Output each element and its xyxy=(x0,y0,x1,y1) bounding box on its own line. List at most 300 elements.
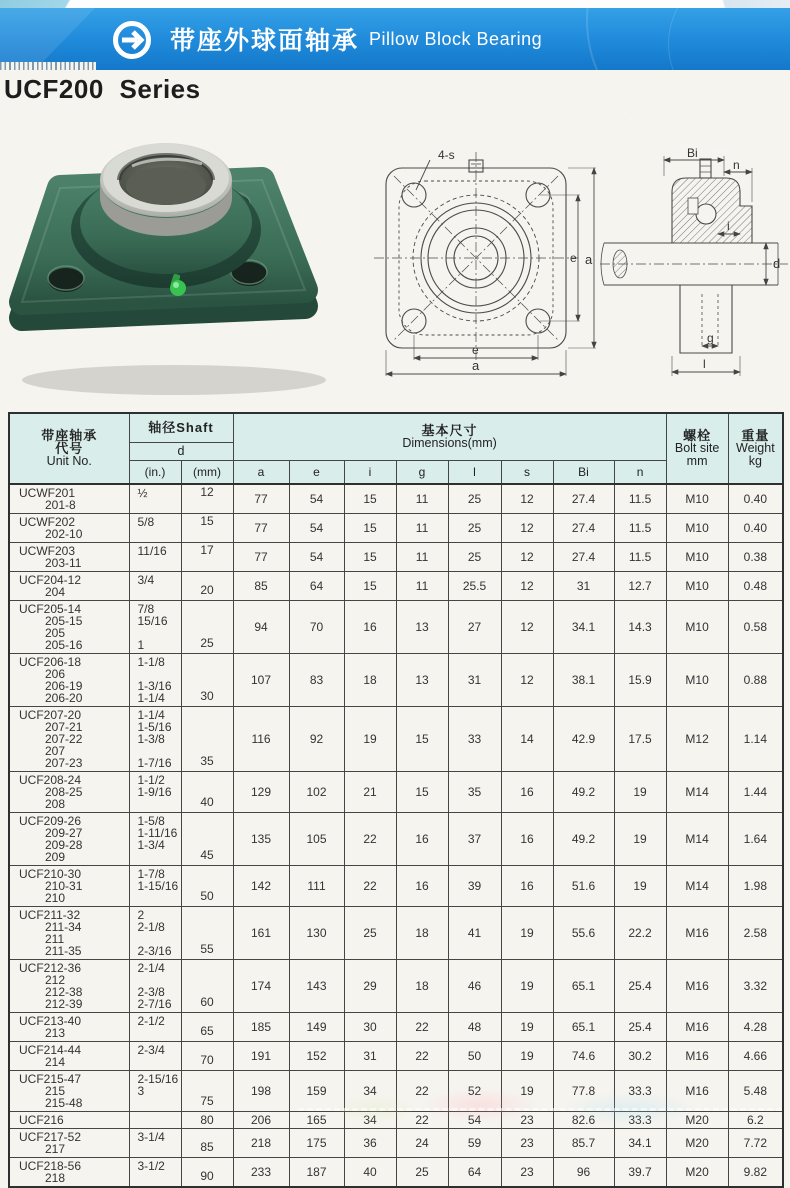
unit-no-cell xyxy=(9,601,129,654)
dimension-cell: 142 xyxy=(233,866,289,907)
weight-cell: 4.28 xyxy=(728,1013,783,1042)
table-row xyxy=(9,654,783,707)
unit-no-line: 207-22 xyxy=(45,732,83,746)
unit-no-line: 214 xyxy=(45,1055,66,1069)
shaft-in-line: 1-1/8 xyxy=(137,655,165,669)
unit-no-cell xyxy=(9,772,129,813)
unit-no-line: UCF215-47 xyxy=(19,1072,82,1086)
spec-table xyxy=(8,412,784,1188)
dimension-cell: 42.9 xyxy=(553,707,614,772)
dimension-cell: 51.6 xyxy=(553,866,614,907)
unit-no-line: 207 xyxy=(45,744,66,758)
weight-cell: 0.58 xyxy=(728,601,783,654)
shaft-in-cell xyxy=(129,707,181,772)
unit-no-line: 212-38 xyxy=(45,985,83,999)
unit-no-line: 204 xyxy=(45,585,66,599)
table-row xyxy=(9,1158,783,1188)
dimension-cell: 25 xyxy=(344,907,396,960)
weight-cell: 4.66 xyxy=(728,1042,783,1071)
header-shaft-in: (in.) xyxy=(129,461,181,485)
dimension-cell: 16 xyxy=(501,866,553,907)
front-dim-a-bottom-label: a xyxy=(472,358,480,373)
bolt-cell: M10 xyxy=(666,654,728,707)
dimension-cell: 23 xyxy=(501,1158,553,1188)
dimension-cell: 27.4 xyxy=(553,484,614,514)
shaft-mm-cell: 55 xyxy=(181,907,233,960)
dimension-cell: 34.1 xyxy=(614,1129,666,1158)
dimension-cell: 83 xyxy=(289,654,344,707)
table-row xyxy=(9,907,783,960)
bolt-cell: M10 xyxy=(666,484,728,514)
bolt-cell: M14 xyxy=(666,866,728,907)
shaft-in-line: 1-3/16 xyxy=(137,679,172,693)
dimension-cell: 25 xyxy=(448,514,501,543)
unit-no-line: 217 xyxy=(45,1142,66,1156)
unit-no-cell xyxy=(9,654,129,707)
unit-no-line: UCF204-12 xyxy=(19,573,82,587)
dimension-cell: 36 xyxy=(344,1129,396,1158)
shaft-in-cell xyxy=(129,543,181,572)
dimension-cell: 165 xyxy=(289,1112,344,1129)
dimension-cell: 49.2 xyxy=(553,772,614,813)
header-shaft-d: d xyxy=(129,443,233,461)
bolt-cell: M12 xyxy=(666,707,728,772)
section-dim-n-label: n xyxy=(733,158,740,172)
unit-no-line: 210 xyxy=(45,891,66,905)
dimension-cell: 34 xyxy=(344,1071,396,1112)
table-row xyxy=(9,572,783,601)
dimension-cell: 116 xyxy=(233,707,289,772)
unit-no-line: UCF206-18 xyxy=(19,655,82,669)
dimension-cell: 19 xyxy=(501,1071,553,1112)
shaft-mm-cell: 40 xyxy=(181,772,233,813)
dimension-cell: 19 xyxy=(501,907,553,960)
dimension-cell: 77 xyxy=(233,484,289,514)
header-weight: 重量 Weight kg xyxy=(728,413,783,484)
weight-cell: 0.88 xyxy=(728,654,783,707)
header-dim-n: n xyxy=(614,461,666,485)
unit-no-cell xyxy=(9,1013,129,1042)
shaft-in-line: 7/8 xyxy=(137,602,155,616)
dimension-cell: 31 xyxy=(553,572,614,601)
shaft-in-line: 2-3/4 xyxy=(137,1043,165,1057)
header-shaft: 轴径Shaft xyxy=(129,413,233,443)
unit-no-line: 202-10 xyxy=(45,527,83,541)
front-bolt-label: 4-s xyxy=(438,148,455,162)
unit-no-cell xyxy=(9,1129,129,1158)
bolt-cell: M10 xyxy=(666,572,728,601)
unit-no-line: 203-11 xyxy=(45,556,82,570)
unit-no-line: 211 xyxy=(45,932,65,946)
table-row xyxy=(9,1129,783,1158)
shaft-in-line: 15/16 xyxy=(137,614,168,628)
unit-no-line: UCF207-20 xyxy=(19,708,82,722)
section-dim-i-label: i xyxy=(727,219,730,233)
table-row xyxy=(9,601,783,654)
weight-cell: 0.48 xyxy=(728,572,783,601)
banner-wedge-decoration xyxy=(0,8,120,70)
header-unit-no xyxy=(9,413,129,484)
dimension-cell: 111 xyxy=(289,866,344,907)
bolt-cell: M16 xyxy=(666,1013,728,1042)
shaft-in-line: 1-5/8 xyxy=(137,814,165,828)
unit-no-line: UCF213-40 xyxy=(19,1014,82,1028)
dimension-cell: 33.3 xyxy=(614,1112,666,1129)
shaft-mm-cell: 25 xyxy=(181,601,233,654)
header-dim-i: i xyxy=(344,461,396,485)
shaft-in-line: 1 xyxy=(137,638,145,652)
shaft-in-cell xyxy=(129,1042,181,1071)
unit-no-line: 212-39 xyxy=(45,997,83,1011)
dimension-cell: 14.3 xyxy=(614,601,666,654)
shaft-in-line: 1-5/16 xyxy=(137,720,172,734)
front-dim-e-bottom-label: e xyxy=(472,343,479,357)
shaft-mm-cell: 65 xyxy=(181,1013,233,1042)
shaft-mm-cell: 50 xyxy=(181,866,233,907)
shaft-in-line: 1-15/16 xyxy=(137,879,179,893)
dimension-cell: 12.7 xyxy=(614,572,666,601)
unit-no-line: UCWF202 xyxy=(19,515,76,529)
dimension-cell: 27 xyxy=(448,601,501,654)
unit-no-line: 213 xyxy=(45,1026,66,1040)
unit-no-line: UCF212-36 xyxy=(19,961,82,975)
dimension-cell: 11 xyxy=(396,484,448,514)
shaft-mm-cell: 60 xyxy=(181,960,233,1013)
shaft-in-cell xyxy=(129,1013,181,1042)
bolt-cell: M20 xyxy=(666,1129,728,1158)
dimension-cell: 105 xyxy=(289,813,344,866)
dimension-cell: 46 xyxy=(448,960,501,1013)
dimension-cell: 12 xyxy=(501,572,553,601)
dimension-cell: 11.5 xyxy=(614,514,666,543)
dimension-cell: 149 xyxy=(289,1013,344,1042)
dimension-cell: 13 xyxy=(396,601,448,654)
dimension-cell: 94 xyxy=(233,601,289,654)
dimension-cell: 16 xyxy=(396,866,448,907)
header-unit-no-en: Unit No. xyxy=(46,454,92,468)
shaft-in-cell xyxy=(129,601,181,654)
dimension-cell: 161 xyxy=(233,907,289,960)
unit-no-line: UCF214-44 xyxy=(19,1043,82,1057)
unit-no-cell xyxy=(9,572,129,601)
weight-cell: 1.98 xyxy=(728,866,783,907)
section-dim-g-label: g xyxy=(707,331,714,345)
dimension-cell: 15 xyxy=(344,514,396,543)
dimension-cell: 25 xyxy=(396,1158,448,1188)
table-row xyxy=(9,1042,783,1071)
dimension-cell: 22 xyxy=(396,1071,448,1112)
dimension-cell: 175 xyxy=(289,1129,344,1158)
dimension-cell: 52 xyxy=(448,1071,501,1112)
table-row xyxy=(9,772,783,813)
dimension-cell: 17.5 xyxy=(614,707,666,772)
table-row xyxy=(9,707,783,772)
dimension-cell: 143 xyxy=(289,960,344,1013)
unit-no-line: UCWF201 xyxy=(19,486,76,500)
dimension-cell: 12 xyxy=(501,543,553,572)
weight-cell: 0.40 xyxy=(728,514,783,543)
unit-no-line: 210-31 xyxy=(45,879,83,893)
dimension-cell: 25.4 xyxy=(614,1013,666,1042)
dimension-cell: 25 xyxy=(448,543,501,572)
shaft-in-line: 3/4 xyxy=(137,573,155,587)
weight-cell: 2.58 xyxy=(728,907,783,960)
weight-cell: 3.32 xyxy=(728,960,783,1013)
header-dim-s: s xyxy=(501,461,553,485)
dimension-cell: 40 xyxy=(344,1158,396,1188)
dimension-cell: 198 xyxy=(233,1071,289,1112)
unit-no-line: 211-34 xyxy=(45,920,82,934)
unit-no-cell xyxy=(9,1112,129,1129)
shaft-mm-cell: 80 xyxy=(181,1112,233,1129)
header-dim-l: l xyxy=(448,461,501,485)
dimension-cell: 107 xyxy=(233,654,289,707)
dimension-cell: 16 xyxy=(396,813,448,866)
header-bolt: 螺栓 Bolt site mm xyxy=(666,413,728,484)
dimension-cell: 185 xyxy=(233,1013,289,1042)
unit-no-cell xyxy=(9,1158,129,1188)
shaft-in-line: 1-7/16 xyxy=(137,756,172,770)
dimension-cell: 18 xyxy=(396,907,448,960)
header-dimensions: 基本尺寸 Dimensions(mm) xyxy=(233,413,666,461)
front-view-drawing xyxy=(372,146,604,386)
dimension-cell: 11 xyxy=(396,514,448,543)
dimension-cell: 15 xyxy=(344,572,396,601)
table-row xyxy=(9,866,783,907)
dimension-cell: 19 xyxy=(614,866,666,907)
dimension-cell: 16 xyxy=(344,601,396,654)
shaft-in-line: 1-7/8 xyxy=(137,867,165,881)
section-view-drawing xyxy=(600,146,788,386)
shaft-in-cell xyxy=(129,813,181,866)
unit-no-line: 206-20 xyxy=(45,691,83,705)
unit-no-line: 215 xyxy=(45,1084,66,1098)
header-dim-bi: Bi xyxy=(553,461,614,485)
dimension-cell: 24 xyxy=(396,1129,448,1158)
dimension-cell: 70 xyxy=(289,601,344,654)
dimension-cell: 233 xyxy=(233,1158,289,1188)
shaft-in-cell xyxy=(129,484,181,514)
shaft-in-line: 2-1/2 xyxy=(137,1014,165,1028)
shaft-mm-cell: 70 xyxy=(181,1042,233,1071)
bolt-cell: M16 xyxy=(666,907,728,960)
unit-no-line: 209-28 xyxy=(45,838,83,852)
section-dim-bi-label: Bi xyxy=(687,146,698,160)
shaft-in-line: 3-1/2 xyxy=(137,1159,165,1173)
dimension-cell: 12 xyxy=(501,601,553,654)
dimension-cell: 22 xyxy=(396,1112,448,1129)
table-row xyxy=(9,484,783,514)
header-dim-a: a xyxy=(233,461,289,485)
unit-no-line: 207-21 xyxy=(45,720,83,734)
shaft-mm-cell: 15 xyxy=(181,514,233,543)
weight-cell: 1.14 xyxy=(728,707,783,772)
shaft-mm-cell: 35 xyxy=(181,707,233,772)
table-row xyxy=(9,1013,783,1042)
section-dim-l-label: l xyxy=(703,357,706,371)
table-row xyxy=(9,543,783,572)
weight-cell: 7.72 xyxy=(728,1129,783,1158)
shaft-mm-cell: 90 xyxy=(181,1158,233,1188)
front-dim-a-label: a xyxy=(585,252,593,267)
dimension-cell: 50 xyxy=(448,1042,501,1071)
shaft-in-cell xyxy=(129,1071,181,1112)
dimension-cell: 159 xyxy=(289,1071,344,1112)
unit-no-line: UCF211-32 xyxy=(19,908,81,922)
arrow-circle-icon xyxy=(112,20,152,60)
shaft-in-line: 2-3/16 xyxy=(137,944,172,958)
table-row xyxy=(9,514,783,543)
weight-cell: 0.40 xyxy=(728,484,783,514)
weight-cell: 1.64 xyxy=(728,813,783,866)
unit-no-line: UCF217-52 xyxy=(19,1130,82,1144)
dimension-cell: 41 xyxy=(448,907,501,960)
unit-no-line: 207-23 xyxy=(45,756,83,770)
shaft-in-line: 1-3/4 xyxy=(137,838,165,852)
dimension-cell: 19 xyxy=(501,1013,553,1042)
dimension-cell: 19 xyxy=(614,772,666,813)
bolt-cell: M16 xyxy=(666,960,728,1013)
shaft-in-cell xyxy=(129,1129,181,1158)
dimension-cell: 77.8 xyxy=(553,1071,614,1112)
dimension-cell: 102 xyxy=(289,772,344,813)
banner-title-en: Pillow Block Bearing xyxy=(369,28,543,49)
unit-no-line: 215-48 xyxy=(45,1096,83,1110)
dimension-cell: 30 xyxy=(344,1013,396,1042)
dimension-cell: 23 xyxy=(501,1112,553,1129)
dimension-cell: 65.1 xyxy=(553,960,614,1013)
unit-no-line: 212 xyxy=(45,973,66,987)
dimension-cell: 12 xyxy=(501,654,553,707)
unit-no-cell xyxy=(9,514,129,543)
dimension-cell: 129 xyxy=(233,772,289,813)
dimension-cell: 21 xyxy=(344,772,396,813)
dimension-cell: 152 xyxy=(289,1042,344,1071)
unit-no-line: UCF205-14 xyxy=(19,602,82,616)
unit-no-line: 201-8 xyxy=(45,498,76,512)
unit-no-line: UCF208-24 xyxy=(19,773,82,787)
table-row xyxy=(9,1112,783,1129)
dimension-cell: 135 xyxy=(233,813,289,866)
shaft-in-cell xyxy=(129,907,181,960)
bolt-cell: M20 xyxy=(666,1112,728,1129)
dimension-cell: 27.4 xyxy=(553,514,614,543)
unit-no-line: 206-19 xyxy=(45,679,83,693)
weight-cell: 9.82 xyxy=(728,1158,783,1188)
shaft-in-line: 2-15/16 xyxy=(137,1072,179,1086)
shaft-mm-cell: 20 xyxy=(181,572,233,601)
dimension-cell: 34.1 xyxy=(553,601,614,654)
dimension-cell: 22 xyxy=(344,866,396,907)
shaft-in-line: 3-1/4 xyxy=(137,1130,165,1144)
dimension-cell: 92 xyxy=(289,707,344,772)
dimension-cell: 59 xyxy=(448,1129,501,1158)
dimension-cell: 22.2 xyxy=(614,907,666,960)
shaft-in-line: 1-1/2 xyxy=(137,773,165,787)
shaft-in-line: ½ xyxy=(137,486,148,500)
dimension-cell: 31 xyxy=(448,654,501,707)
header-unit-no-zh: 带座轴承 xyxy=(41,428,98,443)
dimension-cell: 85 xyxy=(233,572,289,601)
shaft-in-cell xyxy=(129,572,181,601)
shaft-mm-cell: 85 xyxy=(181,1129,233,1158)
dimension-cell: 15 xyxy=(396,772,448,813)
dimension-cell: 16 xyxy=(501,813,553,866)
dimension-cell: 38.1 xyxy=(553,654,614,707)
dimension-cell: 39.7 xyxy=(614,1158,666,1188)
front-dim-e-label: e xyxy=(570,251,577,265)
bolt-cell: M16 xyxy=(666,1071,728,1112)
weight-cell: 1.44 xyxy=(728,772,783,813)
bolt-cell: M10 xyxy=(666,514,728,543)
dimension-cell: 14 xyxy=(501,707,553,772)
dimension-cell: 74.6 xyxy=(553,1042,614,1071)
dimension-cell: 22 xyxy=(344,813,396,866)
dimension-cell: 37 xyxy=(448,813,501,866)
dimension-cell: 11.5 xyxy=(614,543,666,572)
dimension-cell: 96 xyxy=(553,1158,614,1188)
bolt-cell: M16 xyxy=(666,1042,728,1071)
weight-cell: 6.2 xyxy=(728,1112,783,1129)
dimension-cell: 13 xyxy=(396,654,448,707)
shaft-in-cell xyxy=(129,1112,181,1129)
dimension-cell: 77 xyxy=(233,543,289,572)
dimension-cell: 54 xyxy=(289,484,344,514)
dimension-cell: 54 xyxy=(289,543,344,572)
dimension-cell: 22 xyxy=(396,1042,448,1071)
unit-no-line: 205-15 xyxy=(45,614,83,628)
dimension-cell: 11.5 xyxy=(614,484,666,514)
unit-no-line: UCWF203 xyxy=(19,544,76,558)
unit-no-line: UCF216 xyxy=(19,1113,64,1127)
shaft-in-line: 1-9/16 xyxy=(137,785,172,799)
unit-no-cell xyxy=(9,484,129,514)
shaft-mm-cell: 12 xyxy=(181,484,233,514)
unit-no-cell xyxy=(9,813,129,866)
dimension-cell: 15 xyxy=(396,707,448,772)
shaft-in-line: 2-3/8 xyxy=(137,985,165,999)
dimension-cell: 19 xyxy=(501,960,553,1013)
table-row xyxy=(9,813,783,866)
dimension-cell: 55.6 xyxy=(553,907,614,960)
dimension-cell: 11 xyxy=(396,543,448,572)
dimension-cell: 18 xyxy=(396,960,448,1013)
unit-no-line: 205 xyxy=(45,626,66,640)
bolt-cell: M10 xyxy=(666,601,728,654)
shaft-in-line: 1-1/4 xyxy=(137,691,165,705)
unit-no-cell xyxy=(9,866,129,907)
shaft-in-line: 2-1/8 xyxy=(137,920,165,934)
dimension-cell: 33 xyxy=(448,707,501,772)
unit-no-cell xyxy=(9,1071,129,1112)
dimension-cell: 11 xyxy=(396,572,448,601)
unit-no-cell xyxy=(9,1042,129,1071)
dimension-cell: 48 xyxy=(448,1013,501,1042)
shaft-in-line: 1-3/8 xyxy=(137,732,165,746)
dimension-cell: 19 xyxy=(501,1042,553,1071)
shaft-in-line: 2 xyxy=(137,908,145,922)
table-row xyxy=(9,1071,783,1112)
dimension-cell: 130 xyxy=(289,907,344,960)
dimension-cell: 15 xyxy=(344,484,396,514)
table-body xyxy=(9,484,783,1187)
dimension-cell: 27.4 xyxy=(553,543,614,572)
header-dim-e: e xyxy=(289,461,344,485)
bolt-cell: M20 xyxy=(666,1158,728,1188)
product-photo xyxy=(6,122,346,407)
unit-no-cell xyxy=(9,960,129,1013)
shaft-in-line: 5/8 xyxy=(137,515,155,529)
